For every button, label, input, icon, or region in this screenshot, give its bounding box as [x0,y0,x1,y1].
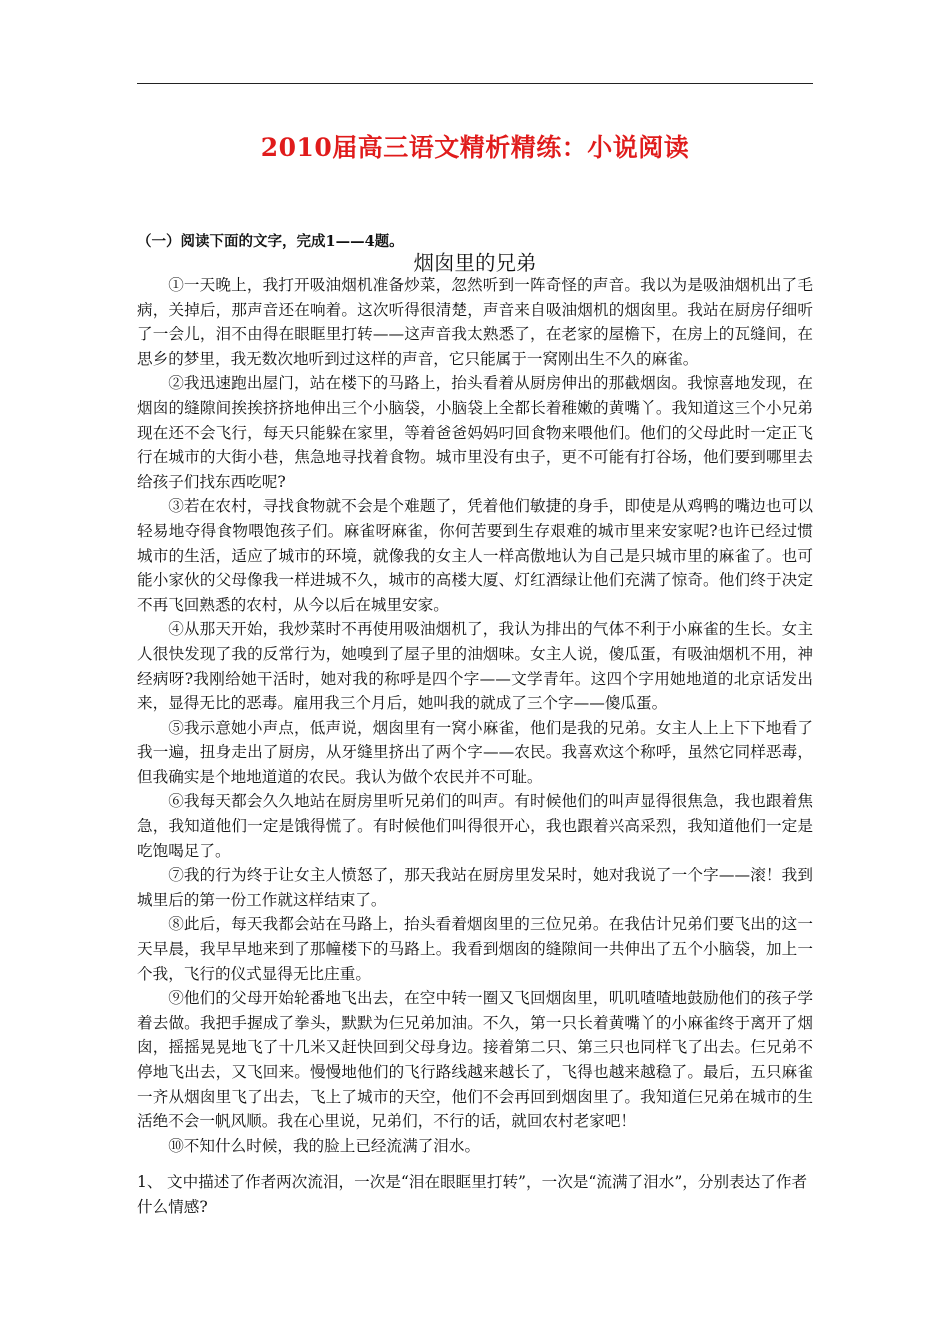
paragraph-8: ⑧此后，每天我都会站在马路上，抬头看着烟囱里的三位兄弟。在我估计兄弟们要飞出的这一天早晨，我早早地来到了那幢楼下的马路上。我看到烟囱的缝隙间一共伸出了五个小脑袋，加上一个我，飞行的仪式显得无比庄重。 [137,915,813,983]
paragraph-5: ⑤我示意她小声点，低声说，烟囱里有一窝小麻雀，他们是我的兄弟。女主人上上下下地看了我一遍，扭身走出了厨房，从牙缝里挤出了两个字——农民。我喜欢这个称呼，虽然它同样恶毒，但我确实是个地地道道的农民。我认为做个农民并不可耻。 [137,718,813,786]
page-title: 2010届高三语文精析精练：小说阅读 [260,133,690,162]
story-title: 烟囱里的兄弟 [413,251,537,275]
paragraph-9: ⑨他们的父母开始轮番地飞出去，在空中转一圈又飞回烟囱里，叽叽喳喳地鼓励他们的孩子学着去做。我把手握成了拳头，默默为仨兄弟加油。不久，第一只长着黄嘴丫的小麻雀终于离开了烟囱，摇摇晃晃地飞了十几米又赶快回到父母身边。接着第二只、第三只也同样飞了出去。仨兄弟不停地飞出去，又飞回来。慢慢地他们的飞行路线越来越长了，飞得也越来越稳了。最后，五只麻雀一齐从烟囱里飞了出去，飞上了城市的天空，他们不会再回到烟囱里了。我知道仨兄弟在城市的生活绝不会一帆风顺。我在心里说，兄弟们，不行的话，就回农村老家吧！ [137,989,813,1131]
paragraph-10: ⑩不知什么时候，我的脸上已经流满了泪水。 [168,1136,481,1155]
instruction-text: （一）阅读下面的文字，完成1——4题。 [137,233,404,250]
paragraph-6: ⑥我每天都会久久地站在厨房里听兄弟们的叫声。有时候他们的叫声显得很焦急，我也跟着焦急，我知道他们一定是饿得慌了。有时候他们叫得很开心，我也跟着兴高采烈，我知道他们一定是吃饱喝足了。 [137,792,813,860]
paragraph-4: ④从那天开始，我炒菜时不再使用吸油烟机了，我认为排出的气体不利于小麻雀的生长。女主人很快发现了我的反常行为，她嗅到了屋子里的油烟味。女主人说，傻瓜蛋，有吸油烟机不用，神经病呀?我刚给她干活时，她对我的称呼是四个字——文学青年。这四个字用她地道的北京话发出来，显得无比的恶毒。雇用我三个月后，她叫我的就成了三个字——傻瓜蛋。 [137,620,813,713]
question-number: 1、 [137,1173,163,1191]
header-rule [137,83,813,84]
paragraph-3: ③若在农村，寻找食物就不会是个难题了，凭着他们敏捷的身手，即使是从鸡鸭的嘴边也可以轻易地夺得食物喂饱孩子们。麻雀呀麻雀，你何苦要到生存艰难的城市里来安家呢?也许已经过惯城市的生活，适应了城市的环境，就像我的女主人一样高傲地认为自己是只城市里的麻雀了。也可能小家伙的父母像我一样进城不久，城市的高楼大厦、灯红酒绿让他们充满了惊奇。他们终于决定不再飞回熟悉的农村，从今以后在城里安家。 [137,497,813,614]
paragraph-7: ⑦我的行为终于让女主人愤怒了，那天我站在厨房里发呆时，她对我说了一个字——滚！我到城里后的第一份工作就这样结束了。 [137,866,813,909]
question-1 [137,1170,813,1219]
question-text: 文中描述了作者两次流泪，一次是“泪在眼眶里打转”，一次是“流满了泪水”，分别表达了作者什么情感? [137,1173,808,1216]
paragraph-1: ①一天晚上，我打开吸油烟机准备炒菜，忽然听到一阵奇怪的声音。我以为是吸油烟机出了毛病，关掉后，那声音还在响着。这次听得很清楚，声音来自吸油烟机的烟囱里。我站在厨房仔细听了一会儿，泪不由得在眼眶里打转——这声音我太熟悉了，在老家的屋檐下，在房上的瓦缝间，在思乡的梦里，我无数次地听到过这样的声音，它只能属于一窝刚出生不久的麻雀。 [137,276,813,368]
paragraph-2: ②我迅速跑出屋门，站在楼下的马路上，抬头看着从厨房伸出的那截烟囱。我惊喜地发现，在烟囱的缝隙间挨挨挤挤地伸出三个小脑袋，小脑袋上全都长着稚嫩的黄嘴丫。我知道这三个小兄弟现在还不会飞行，每天只能躲在家里，等着爸爸妈妈叼回食物来喂他们。他们的父母此时一定正飞行在城市的大街小巷，焦急地寻找着食物。城市里没有虫子，更不可能有打谷场，他们要到哪里去给孩子们找东西吃呢? [137,374,813,491]
story-body [137,273,813,1158]
